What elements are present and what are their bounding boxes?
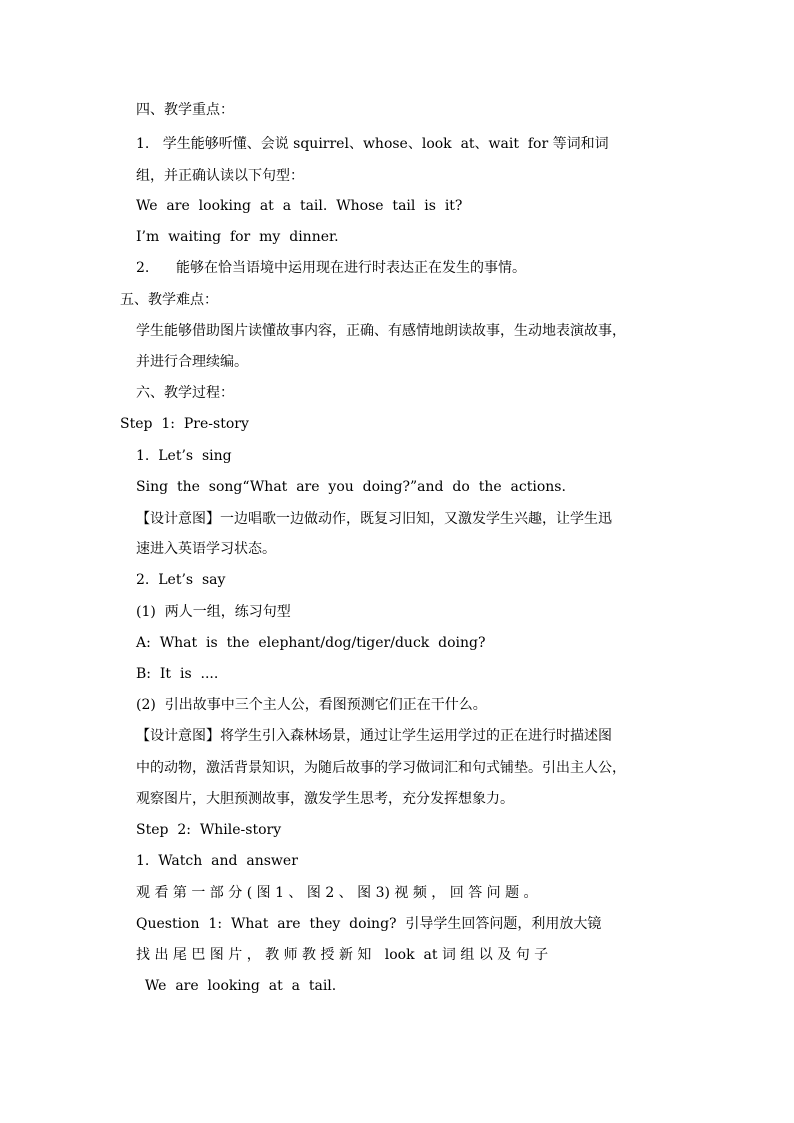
say-sub-1: (1) 两人一组，练习句型 [136,604,291,620]
sing-instruction: Sing the song“What are you doing?”and do the actions. [136,479,566,495]
design-intent-2-cont: 中的动物，激活背景知识，为随后故事的学习做词汇和句式铺垫。引出主人公， [136,760,626,776]
sentence-pattern-1: We are looking at a tail. Whose tail is it? [136,198,463,214]
section-heading-teaching-focus: 四、教学重点： [136,102,234,118]
question-1: Question 1: What are they doing? 引导学生回答问题，利用放大镜 [136,916,602,932]
design-intent-1-cont: 速进入英语学习状态。 [136,541,276,557]
sentence-pattern-2: I’m waiting for my dinner. [136,229,339,245]
activity-lets-sing: 1. Let’s sing [136,448,232,464]
step-2-heading: Step 2: While-story [136,822,282,838]
difficulty-text-cont: 并进行合理续编。 [136,354,248,370]
dialogue-a: A: What is the elephant/dog/tiger/duck doing? [136,635,486,651]
say-sub-2: (2) 引出故事中三个主人公，看图预测它们正在干什么。 [136,697,487,713]
focus-item-2: 2. 能够在恰当语境中运用现在进行时表达正在发生的事情。 [136,260,527,276]
focus-item-1: 1. 学生能够听懂、会说 squirrel、whose、look at、wait for 等词和词 [136,136,609,152]
section-heading-teaching-process: 六、教学过程： [136,385,234,401]
design-intent-2: 【设计意图】将学生引入森林场景，通过让学生运用学过的正在进行时描述图 [136,728,612,744]
watch-instruction: 观 看 第 一 部 分 ( 图 1 、 图 2 、 图 3) 视 频 ， 回 答 问 题 。 [136,885,538,901]
step-1-heading: Step 1: Pre-story [120,416,249,432]
section-heading-teaching-difficulty: 五、教学难点： [120,292,218,308]
design-intent-2-cont-2: 观察图片，大胆预测故事，激发学生思考，充分发挥想象力。 [136,791,514,807]
dialogue-b: B: It is .... [136,666,219,682]
difficulty-text: 学生能够借助图片读懂故事内容，正确、有感情地朗读故事，生动地表演故事， [136,323,626,339]
design-intent-1: 【设计意图】一边唱歌一边做动作，既复习旧知，又激发学生兴趣，让学生迅 [136,511,612,527]
question-1-cont: 找 出 尾 巴 图 片 ， 教 师 教 授 新 知 look at 词 组 以 及 句 子 [136,947,549,963]
focus-item-1-cont: 组，并正确认读以下句型： [136,168,304,184]
activity-lets-say: 2. Let’s say [136,572,226,588]
activity-watch-answer: 1. Watch and answer [136,853,298,869]
example-sentence: We are looking at a tail. [136,978,337,994]
